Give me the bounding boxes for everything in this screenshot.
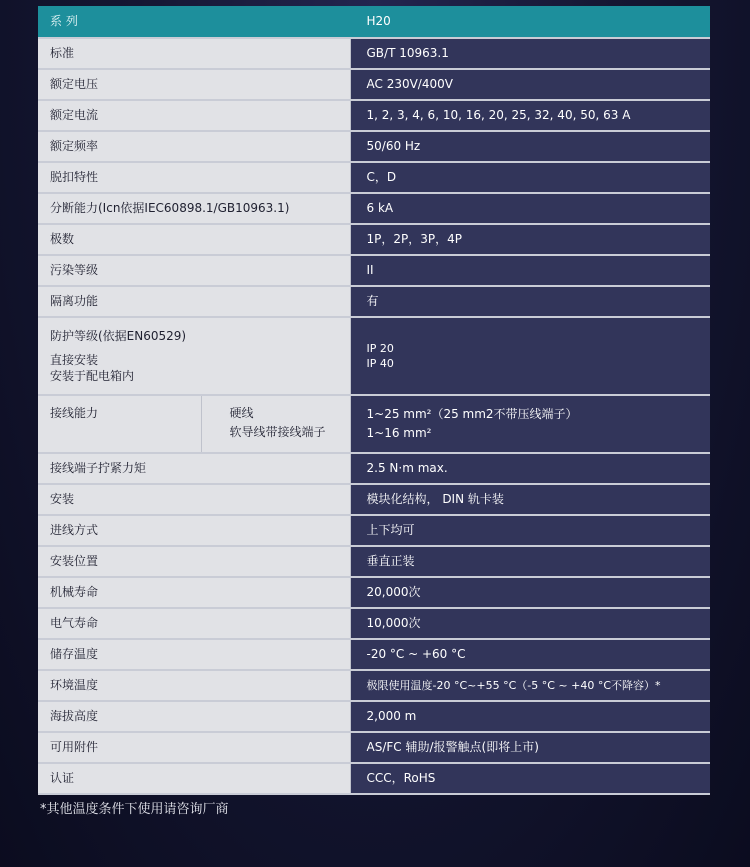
- row-value: 6 kA: [350, 193, 710, 224]
- row-label: 环境温度: [38, 670, 350, 701]
- table-row: [38, 69, 710, 100]
- table-row: [38, 453, 710, 484]
- protection-label-cell: [38, 317, 350, 395]
- table-row: [38, 670, 710, 701]
- protection-direct-label: 直接安装: [50, 353, 99, 367]
- table-row: [38, 286, 710, 317]
- wiring-solid-value: 1~25 mm²（25 mm2不带压线端子）: [366, 407, 578, 421]
- table-row: [38, 546, 710, 577]
- row-value: 2,000 m: [350, 701, 710, 732]
- protection-row: [38, 317, 710, 395]
- row-label: 隔离功能: [38, 286, 350, 317]
- table-row: [38, 701, 710, 732]
- row-label: 污染等级: [38, 255, 350, 286]
- table-row: [38, 732, 710, 763]
- row-label: 额定电流: [38, 100, 350, 131]
- row-label: 安装位置: [38, 546, 350, 577]
- table-row: [38, 763, 710, 794]
- row-value: CCC，RoHS: [350, 763, 710, 794]
- wiring-row: [38, 395, 710, 453]
- row-label: 安装: [38, 484, 350, 515]
- row-label: 储存温度: [38, 639, 350, 670]
- table-row: [38, 224, 710, 255]
- wiring-values-cell: [350, 395, 710, 453]
- row-value: 有: [350, 286, 710, 317]
- protection-label: 防护等级(依据EN60529): [50, 329, 187, 343]
- row-label: 标准: [38, 38, 350, 69]
- row-label: 海拔高度: [38, 701, 350, 732]
- series-label: 系 列: [38, 6, 350, 38]
- row-value: 极限使用温度-20 °C~+55 °C（-5 °C ~ +40 °C不降容）*: [350, 670, 710, 701]
- row-label: 电气寿命: [38, 608, 350, 639]
- row-value: 上下均可: [350, 515, 710, 546]
- table-row: [38, 131, 710, 162]
- table-row: [38, 515, 710, 546]
- row-label: 额定频率: [38, 131, 350, 162]
- footnote: *其他温度条件下使用请咨询厂商: [40, 802, 229, 817]
- protection-direct-value: IP 20: [366, 342, 394, 355]
- table-row: [38, 639, 710, 670]
- row-label: 机械寿命: [38, 577, 350, 608]
- table-header-row: [38, 6, 710, 38]
- protection-cabinet-value: IP 40: [366, 357, 394, 370]
- wiring-label: 接线能力: [38, 395, 201, 453]
- protection-cabinet-label: 安装于配电箱内: [50, 369, 135, 383]
- spec-table: [38, 6, 710, 795]
- wiring-flexible-value: 1~16 mm²: [366, 426, 432, 440]
- row-value: 垂直正装: [350, 546, 710, 577]
- protection-value-cell: [350, 317, 710, 395]
- row-value: 模块化结构， DIN 轨卡装: [350, 484, 710, 515]
- row-label: 脱扣特性: [38, 162, 350, 193]
- row-value: 10,000次: [350, 608, 710, 639]
- row-label: 分断能力(Icn依据IEC60898.1/GB10963.1): [38, 193, 350, 224]
- row-label: 可用附件: [38, 732, 350, 763]
- wiring-types-cell: [201, 395, 350, 453]
- table-row: [38, 577, 710, 608]
- row-value: AC 230V/400V: [350, 69, 710, 100]
- row-label: 认证: [38, 763, 350, 794]
- row-value: II: [350, 255, 710, 286]
- wiring-flexible-label: 软导线带接线端子: [229, 425, 326, 439]
- row-label: 极数: [38, 224, 350, 255]
- row-value: 2.5 N·m max.: [350, 453, 710, 484]
- table-row: [38, 100, 710, 131]
- table-row: [38, 193, 710, 224]
- table-row: [38, 255, 710, 286]
- row-label: 额定电压: [38, 69, 350, 100]
- row-value: AS/FC 辅助/报警触点(即将上市): [350, 732, 710, 763]
- row-value: C，D: [350, 162, 710, 193]
- table-row: [38, 484, 710, 515]
- row-value: 1P，2P，3P，4P: [350, 224, 710, 255]
- series-value: H20: [350, 6, 710, 38]
- wiring-solid-label: 硬线: [229, 406, 254, 420]
- row-value: 1, 2, 3, 4, 6, 10, 16, 20, 25, 32, 40, 50, 63 A: [350, 100, 710, 131]
- row-value: -20 °C ~ +60 °C: [350, 639, 710, 670]
- table-row: [38, 38, 710, 69]
- row-label: 进线方式: [38, 515, 350, 546]
- row-value: GB/T 10963.1: [350, 38, 710, 69]
- table-row: [38, 162, 710, 193]
- row-value: 20,000次: [350, 577, 710, 608]
- row-value: 50/60 Hz: [350, 131, 710, 162]
- table-row: [38, 608, 710, 639]
- row-label: 接线端子拧紧力矩: [38, 453, 350, 484]
